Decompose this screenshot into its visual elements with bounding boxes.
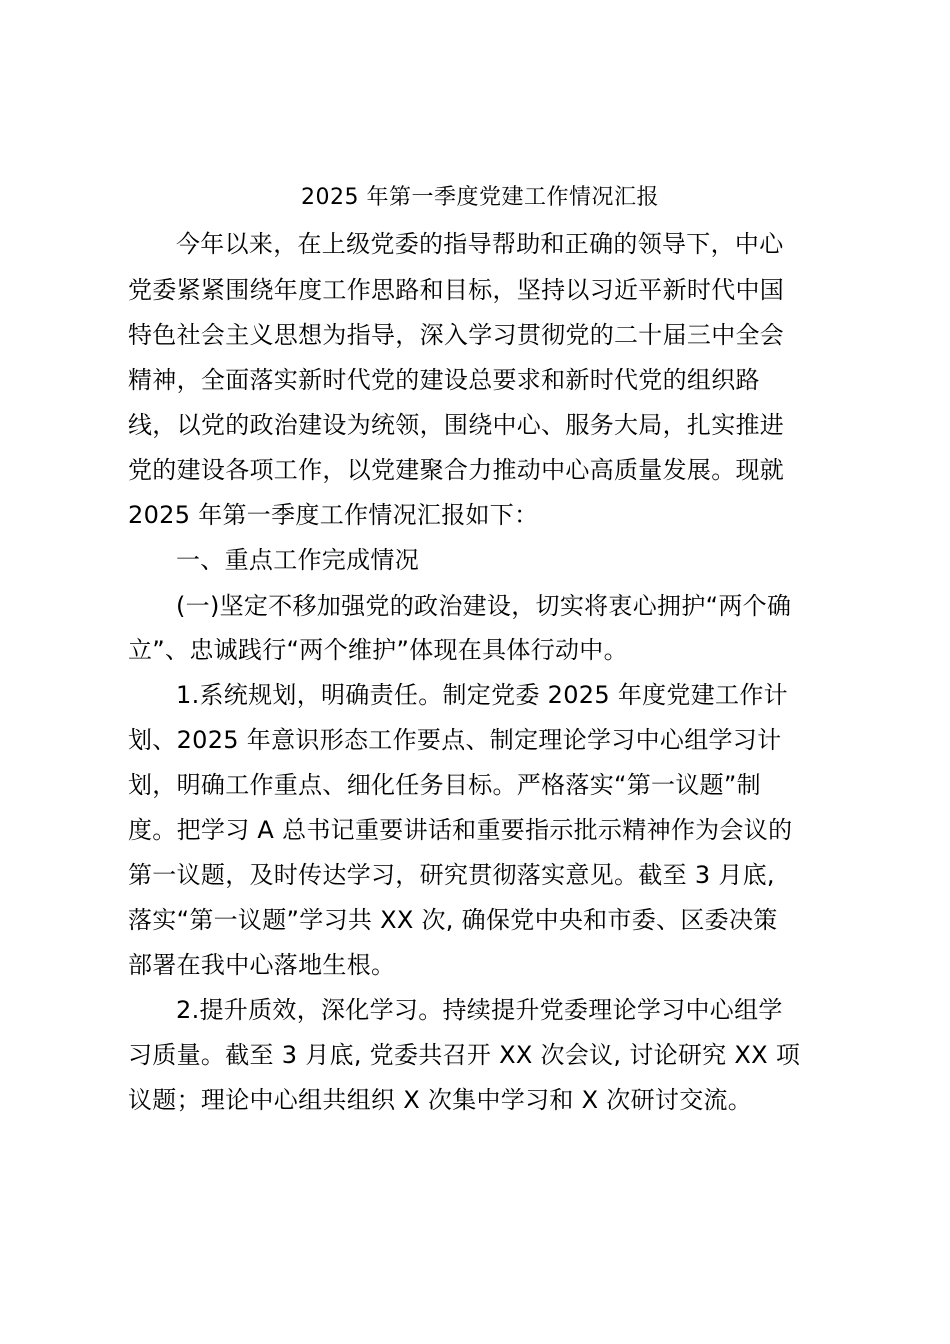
subsection-heading-line: 立”、忠诚践行“两个维护”体现在具体行动中。 xyxy=(128,636,628,664)
paragraph-line: 精神，全面落实新时代党的建设总要求和新时代党的组织路 xyxy=(128,366,760,394)
paragraph-line: 划、2025 年意识形态工作要点、制定理论学习中心组学习计 xyxy=(128,726,782,754)
paragraph-line: 线，以党的政治建设为统领，围绕中心、服务大局，扎实推进 xyxy=(128,411,785,439)
document-title: 2025 年第一季度党建工作情况汇报 xyxy=(301,185,659,210)
paragraph-line: 习质量。截至 3 月底, 党委共召开 XX 次会议, 讨论研究 XX 项 xyxy=(128,1041,801,1069)
paragraph-line: 党委紧紧围绕年度工作思路和目标，坚持以习近平新时代中国 xyxy=(128,276,785,304)
paragraph-line: 党的建设各项工作，以党建聚合力推动中心高质量发展。现就 xyxy=(128,456,785,484)
paragraph-line: 议题；理论中心组共组织 X 次集中学习和 X 次研讨交流。 xyxy=(128,1086,753,1114)
paragraph-line: 今年以来，在上级党委的指导帮助和正确的领导下，中心 xyxy=(176,230,784,258)
subsection-heading-line: (一)坚定不移加强党的政治建设，切实将衷心拥护“两个确 xyxy=(176,592,792,620)
paragraph-line: 落实“第一议题”学习共 XX 次, 确保党中央和市委、区委决策 xyxy=(128,906,778,934)
paragraph-line: 第一议题，及时传达学习，研究贯彻落实意见。截至 3 月底, xyxy=(128,861,775,889)
paragraph-line: 划，明确工作重点、细化任务目标。严格落实“第一议题”制 xyxy=(128,771,761,799)
paragraph-line: 2.提升质效，深化学习。持续提升党委理论学习中心组学 xyxy=(176,996,783,1024)
section-heading: 一、重点工作完成情况 xyxy=(176,546,419,574)
paragraph-line: 2025 年第一季度工作情况汇报如下： xyxy=(128,501,539,529)
paragraph-line: 1.系统规划，明确责任。制定党委 2025 年度党建工作计 xyxy=(176,681,788,709)
paragraph-line: 特色社会主义思想为指导，深入学习贯彻党的二十届三中全会 xyxy=(128,321,785,349)
paragraph-line: 部署在我中心落地生根。 xyxy=(128,951,396,979)
paragraph-line: 度。把学习 A 总书记重要讲话和重要指示批示精神作为会议的 xyxy=(128,816,793,844)
